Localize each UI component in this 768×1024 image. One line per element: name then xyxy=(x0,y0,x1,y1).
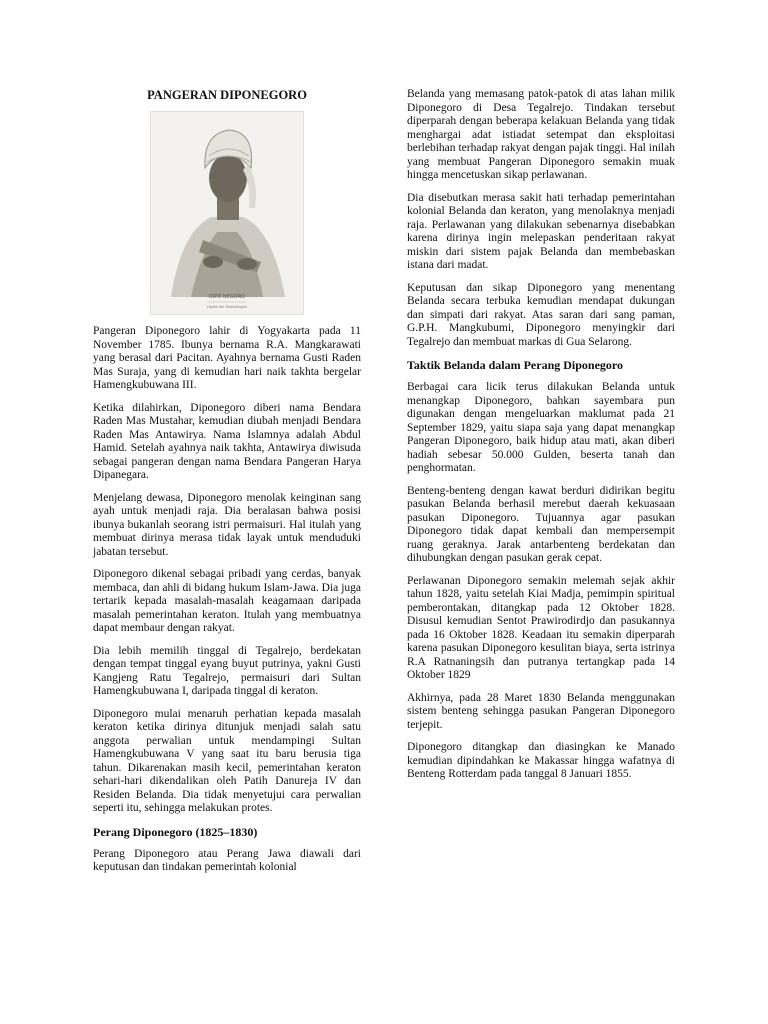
paragraph-cornered: Akhirnya, pada 28 Maret 1830 Belanda menggunakan sistem benteng sehingga pasukan Pangeran Diponegoro terjepit. xyxy=(407,691,675,731)
right-column xyxy=(407,88,675,791)
paragraph-weakening: Perlawanan Diponegoro semakin melemah sejak akhir tahun 1828, yaitu setelah Kiai Madja, pemimpin spiritual pemberontakan, ditangkap pada 12 Oktober 1828. Disusul kemudian Sentot Prawirodirdjo dan pasukannya pada 16 Oktober 1828. Keadaan itu semakin diperparah karena pasukan Diponegoro kesulitan biaya, serta istrinya R.A Ratnaningsih dan putranya tertangkap pada 14 Oktober 1829 xyxy=(407,574,675,681)
paragraph-refuses-throne: Menjelang dewasa, Diponegoro menolak keinginan sang ayah untuk menjadi raja. Dia beralasan bahwa posisi ibunya bukanlah seorang istri permaisuri. Hal itulah yang membuat dirinya merasa tidak layak untuk menduduki jabatan tersebut. xyxy=(93,491,361,558)
paragraph-resentment: Dia disebutkan merasa sakit hati terhadap pemerintahan kolonial Belanda dan keraton, yang menolaknya menjadi raja. Perlawanan yang dilakukan sebenarnya disebabkan karena dirinya ingin melepaskan penderitaan rakyat miskin dari sistem pajak Belanda dan membebaskan istana dari madat. xyxy=(407,191,675,271)
paragraph-fortresses: Benteng-benteng dengan kawat berduri didirikan begitu pasukan Belanda berhasil merebut daerah kekuasaan pasukan Diponegoro. Tujuannya agar pasukan Diponegoro tidak dapat kembali dan mempersempit ruang geraknya. Jarak antarbenteng berdekatan dan dihubungkan dengan pasukan gerak cepat. xyxy=(407,484,675,564)
heading-perang-diponegoro: Perang Diponegoro (1825–1830) xyxy=(93,824,258,839)
paragraph-bounty: Berbagai cara licik terus dilakukan Belanda untuk menangkap Diponegoro, bahkan sayembara pun digunakan dengan mengeluarkan maklumat pada 21 September 1829, yaitu siapa saja yang dapat menangkap Pangeran Diponegoro, baik hidup atau mati, akan diberi hadiah sebesar 50.000 Gulden, beserta tanah dan penghormatan. xyxy=(407,381,675,474)
paragraph-names: Ketika dilahirkan, Diponegoro diberi nama Bendara Raden Mas Mustahar, kemudian diubah menjadi Bendara Raden Mas Antawirya. Nama Islamnya adalah Abdul Hamid. Setelah ayahnya naik takhta, Antawirya diwisuda sebagai pangeran dengan nama Bendara Pangeran Harya Dipanegara. xyxy=(93,401,361,481)
paragraph-birth: Pangeran Diponegoro lahir di Yogyakarta pada 11 November 1785. Ibunya bernama R.A. Mangkarawati yang berasal dari Pacitan. Ayahnya bernama Gusti Raden Mas Suraja, yang di kemudian hari naik takhta bergelar Hamengkubuwana III. xyxy=(93,325,361,391)
paragraph-tegalrejo: Dia lebih memilih tinggal di Tegalrejo, berdekatan dengan tempat tinggal eyang buyut putrinya, yakni Gusti Kangjeng Ratu Tegalrejo, permaisuri dari Sultan Hamengkubuwana I, daripada tinggal di keraton. xyxy=(93,644,361,697)
paragraph-character: Diponegoro dikenal sebagai pribadi yang cerdas, banyak membaca, dan ahli di bidang hukum Islam-Jawa. Dia juga tertarik kepada masalah-masalah keagamaan daripada masalah pemerintahan keraton. Itulah yang membuatnya dapat membaur dengan rakyat. xyxy=(93,568,361,634)
portrait-image xyxy=(150,111,304,315)
heading-taktik-belanda: Taktik Belanda dalam Perang Diponegoro xyxy=(407,358,624,372)
paragraph-exile: Diponegoro ditangkap dan diasingkan ke Manado kemudian dipindahkan ke Makassar hingga wafatnya di Benteng Rotterdam pada tanggal 8 Januari 1855. xyxy=(407,741,675,780)
left-column xyxy=(93,88,361,884)
paragraph-war-origin: Perang Diponegoro atau Perang Jawa diawali dari keputusan dan tindakan pemerintah kolonial xyxy=(93,847,361,873)
portrait-illustration xyxy=(151,112,303,314)
page-title: PANGERAN DIPONEGORO xyxy=(147,88,307,102)
portrait-caption-subtitle: Hoofd der Muitelingen xyxy=(207,305,247,309)
paragraph-guardianship: Diponegoro mulai menaruh perhatian kepada masalah keraton ketika dirinya ditunjuk menjadi salah satu anggota perwalian untuk mendampingi Sultan Hamengkubuwana V yang saat itu baru berusia tiga tahun. Dikarenakan masih kecil, pemerintahan keraton sehari-hari dikendalikan oleh Patih Danureja IV dan Residen Belanda. Dia tidak menyetujui cara perwalian seperti itu, sehingga melakukan protes. xyxy=(93,707,361,814)
paragraph-gua-selarong: Keputusan dan sikap Diponegoro yang menentang Belanda secara terbuka kemudian mendapat dukungan dan simpati dari rakyat. Atas saran dari sang paman, G.P.H. Mangkubumi, Diponegoro menyingkir dari Tegalrejo dan membuat markas di Gua Selarong. xyxy=(407,281,675,348)
paragraph-land-stakes: Belanda yang memasang patok-patok di atas lahan milik Diponegoro di Desa Tegalrejo. Tindakan tersebut diperparah dengan beberapa kelakuan Belanda yang tidak menghargai adat istiadat setempat dan eksploitasi berlebihan terhadap rakyat dengan pajak tinggi. Hal inilah yang membuat Pangeran Diponegoro semakin muak hingga mencetuskan sikap perlawanan. xyxy=(407,88,675,181)
portrait-caption-title: DIPO NEGORO xyxy=(209,294,245,300)
